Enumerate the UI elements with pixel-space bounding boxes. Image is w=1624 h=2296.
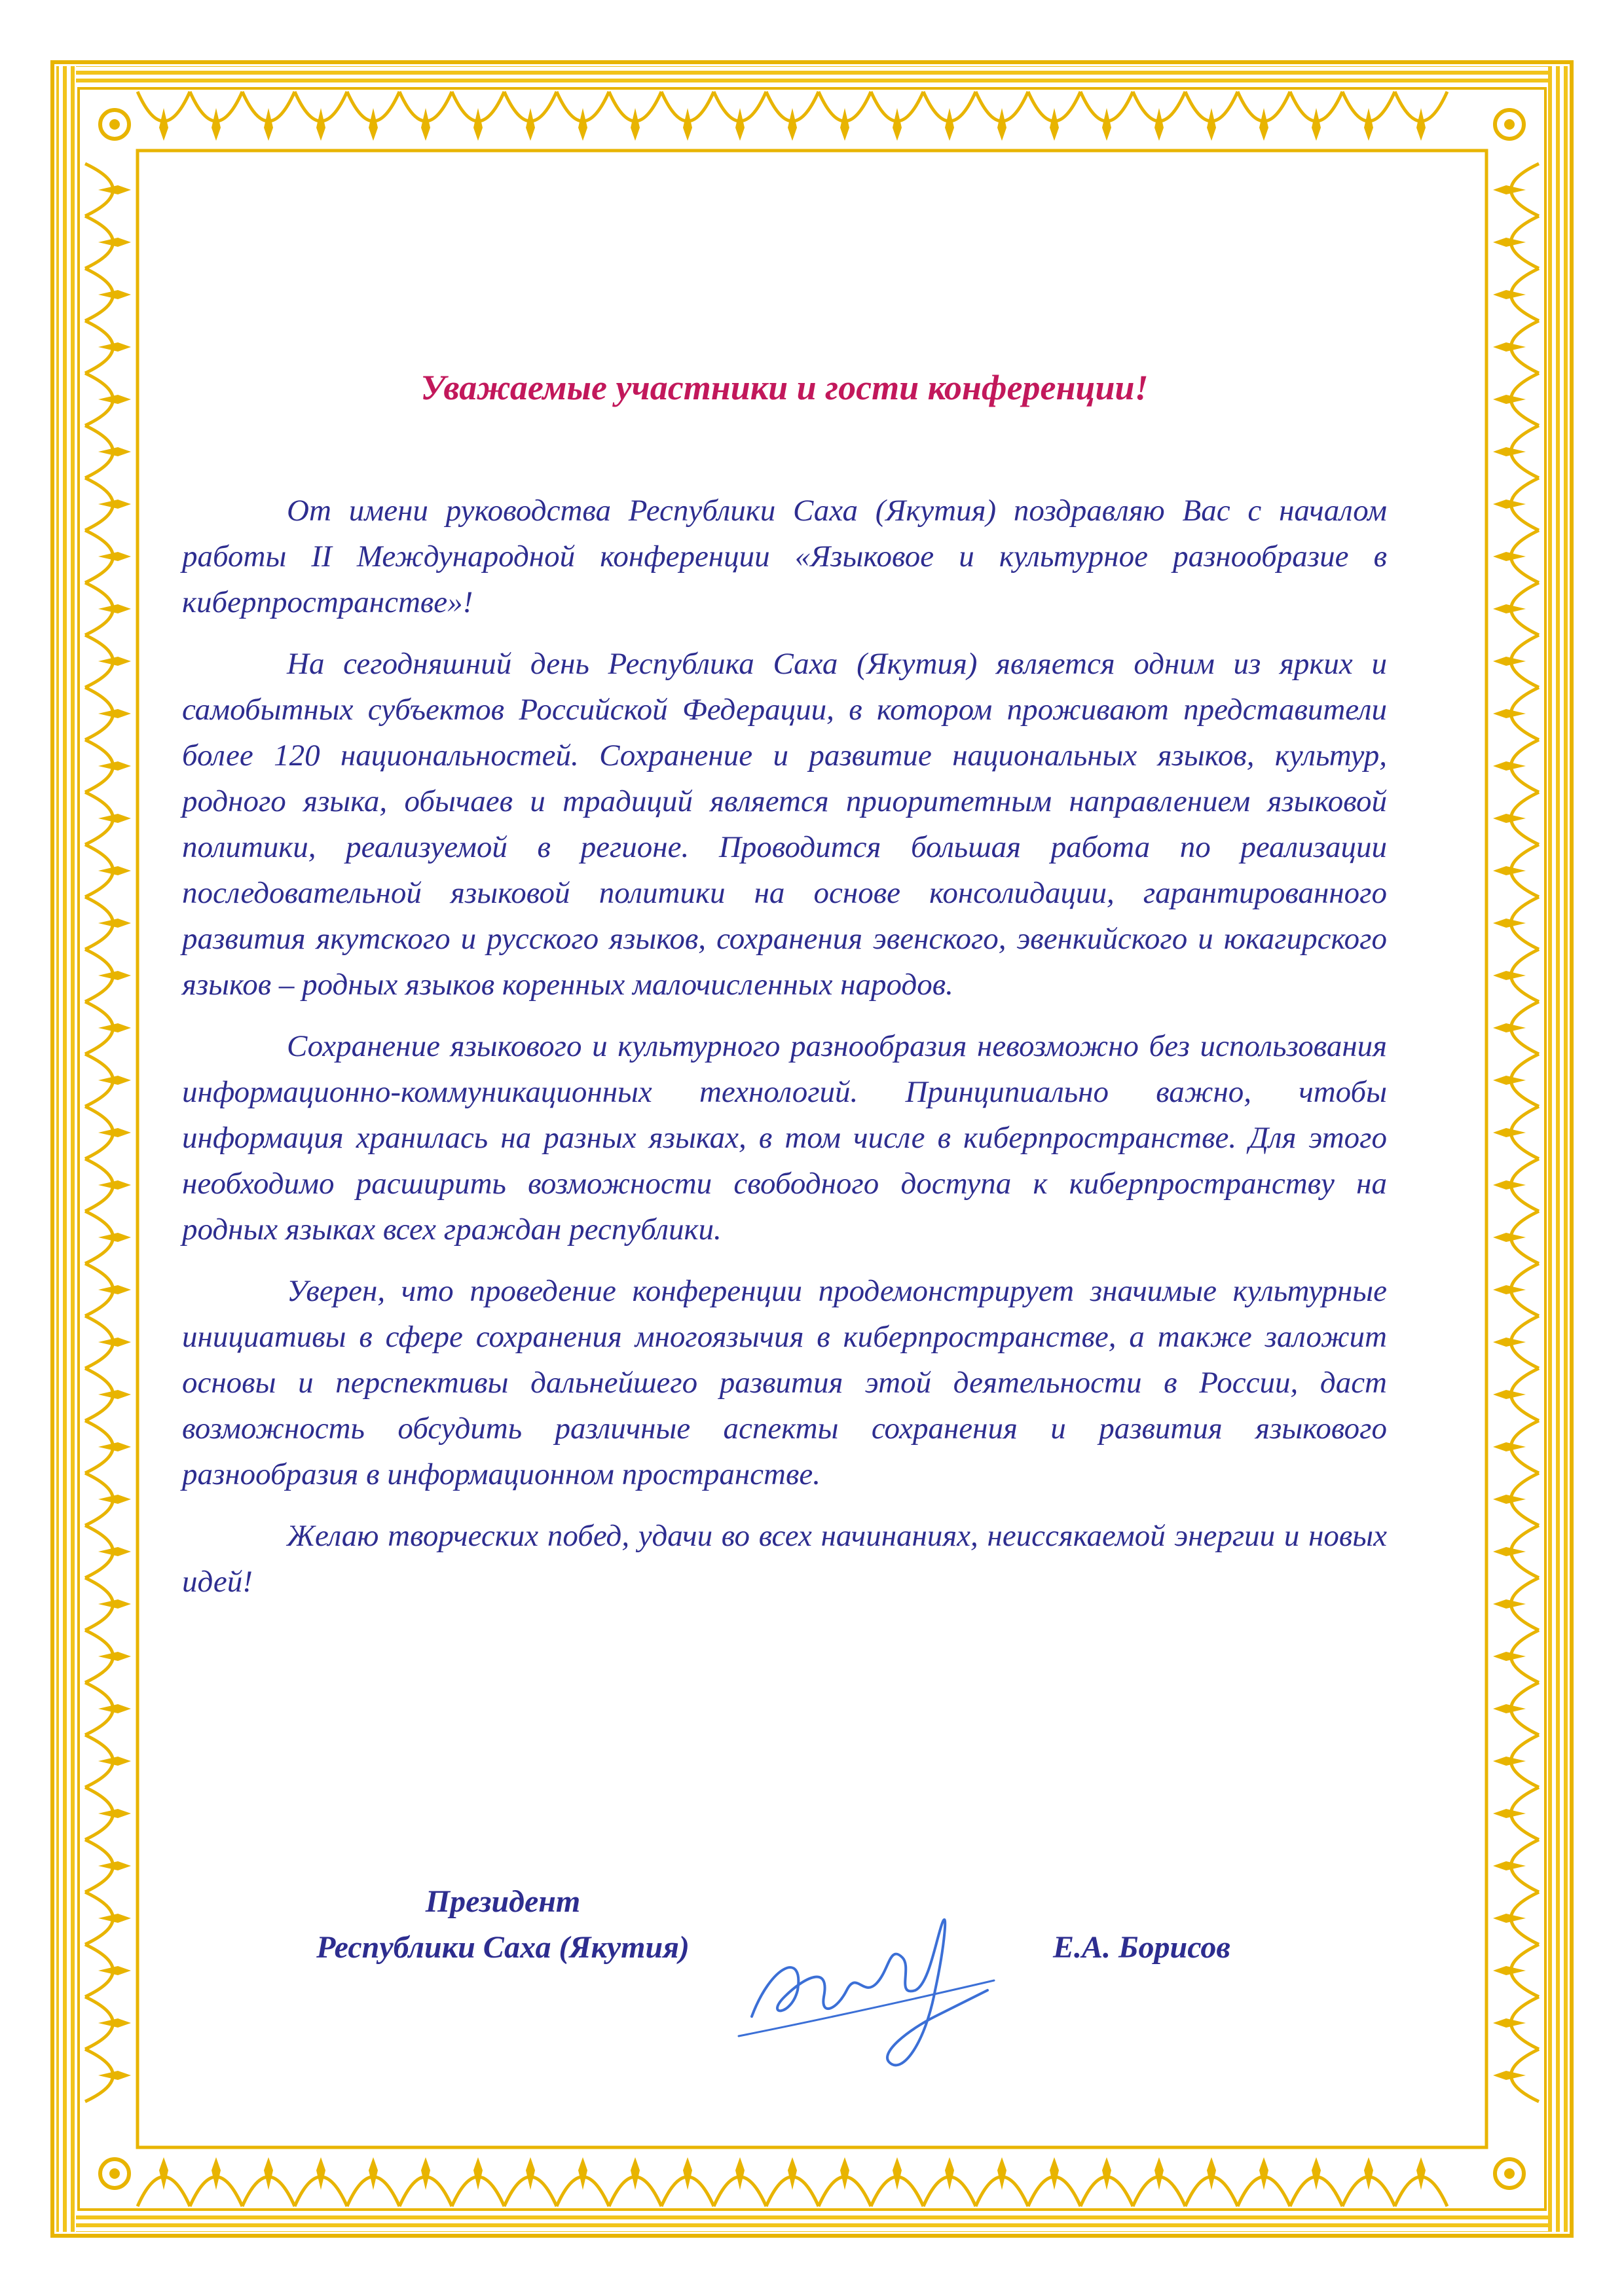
border-ornament	[1493, 971, 1526, 980]
border-ornament	[578, 108, 587, 141]
border-ornament	[840, 108, 849, 141]
border-ornament	[1504, 2168, 1515, 2179]
border-ornament	[1102, 108, 1111, 141]
border-ornament	[1493, 1233, 1526, 1242]
border-ornament	[1416, 108, 1426, 141]
border-ornament	[1493, 185, 1526, 194]
border-ornament	[735, 2157, 745, 2190]
border-ornament	[1416, 2157, 1426, 2190]
border-ornament	[98, 919, 131, 928]
letter-heading: Уважаемые участники и гости конференции!	[420, 368, 1149, 407]
border-ornament	[98, 1023, 131, 1032]
border-ornament	[1102, 2157, 1111, 2190]
border-ornament	[98, 1966, 131, 1975]
border-ornament	[1504, 119, 1515, 130]
border-ornament	[98, 814, 131, 823]
border-ornament	[98, 657, 131, 666]
border-ornament	[1493, 2018, 1526, 2028]
border-ornament	[1493, 447, 1526, 456]
paragraph-4: Уверен, что проведение конференции продемонстрирует значимые культурные инициативы в сфере сохранения многоязычия в киберпространстве, а также заложит основы и перспективы дальнейшего развития этой деятельности в России, даст возможность обсудить различные аспекты сохранения и развития языкового разнообразия в информационном пространстве.	[182, 1273, 1387, 1491]
border-ornament	[98, 552, 131, 561]
border-ornament	[1493, 1442, 1526, 1451]
border-ornament	[98, 1861, 131, 1870]
border-ornament	[1493, 761, 1526, 771]
border-ornament	[1493, 657, 1526, 666]
border-ornament	[98, 1285, 131, 1294]
border-ornament	[316, 108, 325, 141]
border-ornament	[98, 1757, 131, 1766]
border-ornament	[1259, 2157, 1268, 2190]
border-ornament	[98, 971, 131, 980]
border-ornament	[1493, 500, 1526, 509]
paragraph-3: Сохранение языкового и культурного разнообразия невозможно без использования информационно-коммуникационных технологий. Принципиально важно, чтобы информация хранилась на разных языках, в том числе в киберпространстве. Для этого необходимо расширить возможности свободного доступа к киберпространству на родных языках всех граждан республики.	[182, 1029, 1387, 1247]
border-ornament	[109, 119, 120, 130]
border-ornament	[1050, 2157, 1059, 2190]
border-ornament	[1154, 2157, 1164, 2190]
border-ornament	[578, 2157, 587, 2190]
border-ornament	[98, 1547, 131, 1556]
letter-body	[182, 367, 1387, 1938]
border-ornament	[264, 108, 273, 141]
border-ornament	[893, 108, 902, 141]
border-ornament	[1493, 1023, 1526, 1032]
border-ornament	[683, 108, 692, 141]
border-ornament	[159, 108, 168, 141]
border-ornament	[212, 2157, 221, 2190]
paragraph-5: Желаю творческих побед, удачи во всех начинаниях, неиссякаемой энергии и новых идей!	[182, 1518, 1387, 1599]
signatory-title-line1: Президент	[425, 1884, 581, 1919]
border-ornament	[159, 2157, 168, 2190]
border-ornament	[997, 108, 1006, 141]
border-ornament	[98, 447, 131, 456]
border-ornament	[1207, 108, 1216, 141]
border-ornament	[1493, 1338, 1526, 1347]
border-ornament	[98, 709, 131, 718]
border-ornament	[1493, 1652, 1526, 1661]
border-ornament	[526, 108, 535, 141]
border-ornament	[473, 2157, 483, 2190]
border-ornament	[1493, 709, 1526, 718]
border-ornament	[98, 500, 131, 509]
border-ornament	[98, 342, 131, 352]
border-ornament	[316, 2157, 325, 2190]
border-ornament	[1493, 604, 1526, 613]
border-ornament	[98, 2071, 131, 2080]
border-ornament	[945, 2157, 954, 2190]
signatory-name: Е.А. Борисов	[1053, 1930, 1230, 1965]
border-ornament	[1050, 108, 1059, 141]
border-ornament	[264, 2157, 273, 2190]
border-ornament	[473, 108, 483, 141]
border-ornament	[1493, 552, 1526, 561]
border-ornament	[893, 2157, 902, 2190]
border-ornament	[98, 866, 131, 875]
border-ornament	[98, 1599, 131, 1609]
handwritten-signature	[726, 1866, 1001, 2075]
border-ornament	[1493, 1128, 1526, 1137]
border-ornament	[683, 2157, 692, 2190]
border-ornament	[98, 1128, 131, 1137]
border-ornament	[1312, 108, 1321, 141]
border-ornament	[98, 1704, 131, 1713]
border-ornament	[98, 395, 131, 404]
border-ornament	[98, 2018, 131, 2028]
border-ornament	[1493, 1966, 1526, 1975]
border-ornament	[945, 108, 954, 141]
border-ornament	[98, 290, 131, 299]
border-ornament	[98, 1338, 131, 1347]
border-ornament	[98, 1233, 131, 1242]
border-ornament	[1493, 1914, 1526, 1923]
border-ornament	[98, 1442, 131, 1451]
border-ornament	[98, 1914, 131, 1923]
border-ornament	[1493, 919, 1526, 928]
border-ornament	[788, 2157, 797, 2190]
border-ornament	[1493, 1547, 1526, 1556]
border-ornament	[735, 108, 745, 141]
border-ornament	[1493, 1495, 1526, 1504]
border-ornament	[1364, 108, 1373, 141]
border-ornament	[98, 1652, 131, 1661]
border-ornament	[1207, 2157, 1216, 2190]
border-ornament	[212, 108, 221, 141]
border-ornament	[369, 2157, 378, 2190]
border-ornament	[98, 604, 131, 613]
border-ornament	[98, 238, 131, 247]
border-ornament	[1312, 2157, 1321, 2190]
border-ornament	[109, 2168, 120, 2179]
border-ornament	[1493, 1861, 1526, 1870]
border-ornament	[98, 1390, 131, 1399]
border-ornament	[98, 761, 131, 771]
border-ornament	[840, 2157, 849, 2190]
border-ornament	[526, 2157, 535, 2190]
border-ornament	[1259, 108, 1268, 141]
signatory-title-line2: Республики Саха (Якутия)	[316, 1930, 690, 1965]
border-ornament	[98, 1076, 131, 1085]
border-ornament	[1493, 1390, 1526, 1399]
border-ornament	[1493, 238, 1526, 247]
border-ornament	[98, 185, 131, 194]
border-ornament	[1493, 1076, 1526, 1085]
border-ornament	[421, 2157, 430, 2190]
border-ornament	[1493, 1704, 1526, 1713]
border-ornament	[1493, 290, 1526, 299]
border-ornament	[631, 108, 640, 141]
border-ornament	[1154, 108, 1164, 141]
border-ornament	[1493, 342, 1526, 352]
border-ornament	[1493, 1180, 1526, 1190]
border-ornament	[1493, 1757, 1526, 1766]
border-ornament	[1493, 1599, 1526, 1609]
border-ornament	[1493, 1285, 1526, 1294]
border-ornament	[98, 1495, 131, 1504]
border-ornament	[1493, 866, 1526, 875]
border-ornament	[1364, 2157, 1373, 2190]
signature-block	[182, 1866, 1387, 2075]
paragraph-2: На сегодняшний день Республика Саха (Якутия) является одним из ярких и самобытных субъектов Российской Федерации, в котором проживают представители более 120 национальностей. Сохранение и развитие национальных языков, культур, родного языка, обычаев и традиций является приоритетным направлением языковой политики, реализуемой в регионе. Проводится большая работа по реализации последовательной языковой политики на основе консолидации, гарантированного развития якутского и русского языков, сохранения эвенского, эвенкийского и юкагирского языков – родных языков коренных малочисленных народов.	[182, 646, 1387, 1002]
border-ornament	[1493, 1809, 1526, 1818]
border-ornament	[1493, 2071, 1526, 2080]
border-ornament	[997, 2157, 1006, 2190]
border-ornament	[421, 108, 430, 141]
border-ornament	[98, 1809, 131, 1818]
border-ornament	[369, 108, 378, 141]
border-ornament	[631, 2157, 640, 2190]
border-ornament	[98, 1180, 131, 1190]
border-ornament	[1493, 395, 1526, 404]
border-ornament	[1493, 814, 1526, 823]
signatory-title	[280, 1879, 726, 1971]
border-ornament	[788, 108, 797, 141]
paragraph-1: От имени руководства Республики Саха (Якутия) поздравляю Вас с началом работы II Международной конференции «Языковое и культурное разнообразие в киберпространстве»!	[182, 493, 1387, 619]
